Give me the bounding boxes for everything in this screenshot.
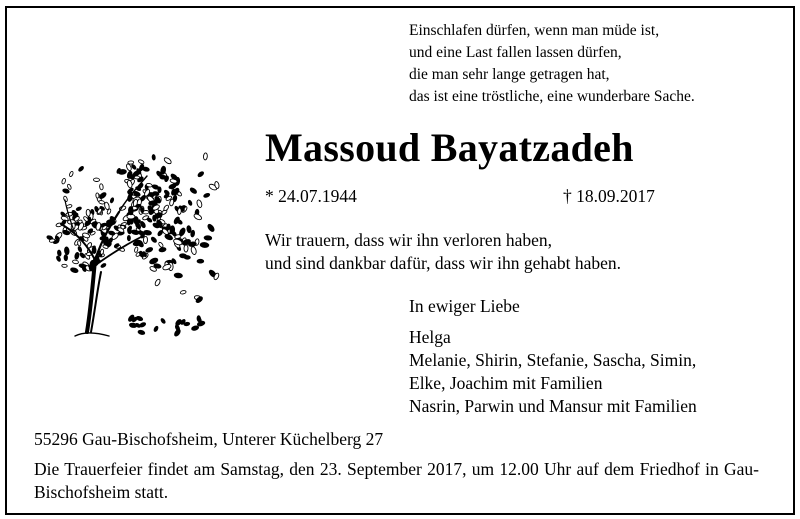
signature-name-line: Helga: [409, 327, 451, 347]
ceremony-notice: Die Trauerfeier findet am Samstag, den 23. September 2017, um 12.00 Uhr auf dem Friedhof in Gau-Bischofsheim statt.: [34, 459, 759, 502]
poem-line: Einschlafen dürfen, wenn man müde ist,: [409, 22, 660, 39]
signature-name-line: Nasrin, Parwin und Mansur mit Familien: [409, 396, 697, 416]
mourning-line: Wir trauern, dass wir ihn verloren haben,: [265, 230, 552, 250]
signature-block: [409, 295, 697, 418]
signature-name-line: Elke, Joachim mit Familien: [409, 373, 603, 393]
obituary-notice: [5, 6, 795, 515]
poem-line: und eine Last fallen lassen dürfen,: [409, 44, 622, 61]
tree-with-falling-leaves-icon: [35, 132, 223, 342]
signature-name-line: Melanie, Shirin, Stefanie, Sascha, Simin,: [409, 350, 697, 370]
address: 55296 Gau-Bischofsheim, Unterer Küchelberg 27: [34, 429, 384, 449]
tree-canopy: [46, 153, 219, 337]
signature-intro: In ewiger Liebe: [409, 296, 520, 316]
birth-date: * 24.07.1944: [265, 186, 357, 206]
poem-line: das ist eine tröstliche, eine wunderbare Sache.: [409, 88, 695, 105]
poem-line: die man sehr lange getragen hat,: [409, 66, 610, 83]
mourning-text: [265, 229, 621, 275]
deceased-name: Massoud Bayatzadeh: [265, 125, 634, 170]
death-date: † 18.09.2017: [563, 186, 655, 206]
mourning-line: und sind dankbar dafür, dass wir ihn gehabt haben.: [265, 253, 622, 273]
poem: [409, 20, 695, 108]
